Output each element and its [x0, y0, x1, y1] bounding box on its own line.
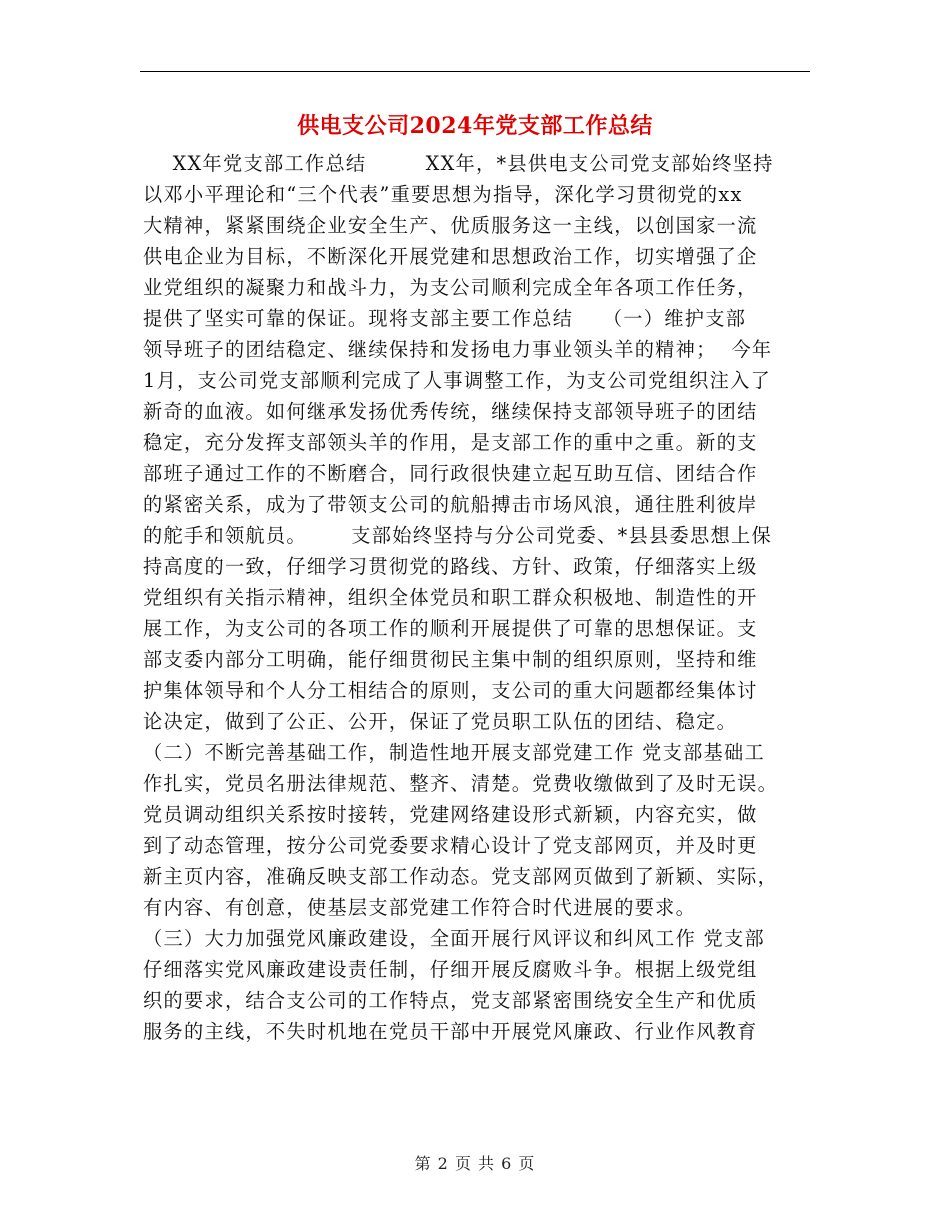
body-line: 提供了坚实可靠的保证。现将支部主要工作总结 （一）维护支部	[143, 307, 747, 330]
document-title: 供电支公司2024年党支部工作总结	[297, 113, 653, 139]
body-line: XX年党支部工作总结 XX年，*县供电支公司党支部始终坚持	[143, 152, 774, 175]
body-line: 1月，支公司党支部顺利完成了人事调整工作，为支公司党组织注入了	[143, 369, 772, 392]
body-line: 党组织有关指示精神，组织全体党员和职工群众积极地、制造性的开	[143, 586, 758, 609]
body-line: （二）不断完善基础工作，制造性地开展支部党建工作 党支部基础工	[143, 741, 766, 764]
body-line: 服务的主线，不失时机地在党员干部中开展党风廉政、行业作风教育	[143, 1020, 758, 1043]
body-line: 党员调动组织关系按时接转，党建网络建设形式新颖，内容充实，做	[143, 803, 758, 826]
body-line: 稳定，充分发挥支部领头羊的作用，是支部工作的重中之重。新的支	[143, 431, 758, 454]
header-rule	[140, 71, 810, 72]
document-body	[143, 148, 811, 1047]
body-line: （三）大力加强党风廉政建设，全面开展行风评议和纠风工作 党支部	[143, 927, 766, 950]
body-line: 展工作，为支公司的各项工作的顺利开展提供了可靠的思想保证。支	[143, 617, 758, 640]
body-line: 作扎实，党员名册法律规范、整齐、清楚。党费收缴做到了及时无误。	[143, 772, 779, 795]
body-line: 织的要求，结合支公司的工作特点，党支部紧密围绕安全生产和优质	[143, 989, 758, 1012]
body-line: 新主页内容，准确反映支部工作动态。党支部网页做到了新颖、实际，	[143, 865, 779, 888]
body-line: 仔细落实党风廉政建设责任制，仔细开展反腐败斗争。根据上级党组	[143, 958, 758, 981]
body-line: 业党组织的凝聚力和战斗力，为支公司顺利完成全年各项工作任务，	[143, 276, 758, 299]
body-line: 以邓小平理论和“三个代表”重要思想为指导，深化学习贯彻党的xx	[143, 183, 743, 206]
body-line: 的舵手和领航员。 支部始终坚持与分公司党委、*县县委思想上保	[143, 524, 772, 547]
page-number-footer: 第 2 页 共 6 页	[414, 1154, 536, 1173]
body-line: 持高度的一致，仔细学习贯彻党的路线、方针、政策，仔细落实上级	[143, 555, 758, 578]
body-line: 护集体领导和个人分工相结合的原则，支公司的重大问题都经集体讨	[143, 679, 758, 702]
body-line: 大精神，紧紧围绕企业安全生产、优质服务这一主线，以创国家一流	[143, 214, 758, 237]
body-line: 新奇的血液。如何继承发扬优秀传统，继续保持支部领导班子的团结	[143, 400, 758, 423]
body-line: 部班子通过工作的不断磨合，同行政很快建立起互助互信、团结合作	[143, 462, 758, 485]
body-line: 论决定，做到了公正、公开，保证了党员职工队伍的团结、稳定。	[143, 710, 738, 733]
body-line: 到了动态管理，按分公司党委要求精心设计了党支部网页，并及时更	[143, 834, 758, 857]
body-line: 的紧密关系，成为了带领支公司的航船搏击市场风浪，通往胜利彼岸	[143, 493, 758, 516]
body-line: 部支委内部分工明确，能仔细贯彻民主集中制的组织原则，坚持和维	[143, 648, 758, 671]
body-line: 供电企业为目标，不断深化开展党建和思想政治工作，切实增强了企	[143, 245, 758, 268]
body-line: 领导班子的团结稳定、继续保持和发扬电力事业领头羊的精神； 今年	[143, 338, 773, 361]
body-line: 有内容、有创意，使基层支部党建工作符合时代进展的要求。	[143, 896, 697, 919]
